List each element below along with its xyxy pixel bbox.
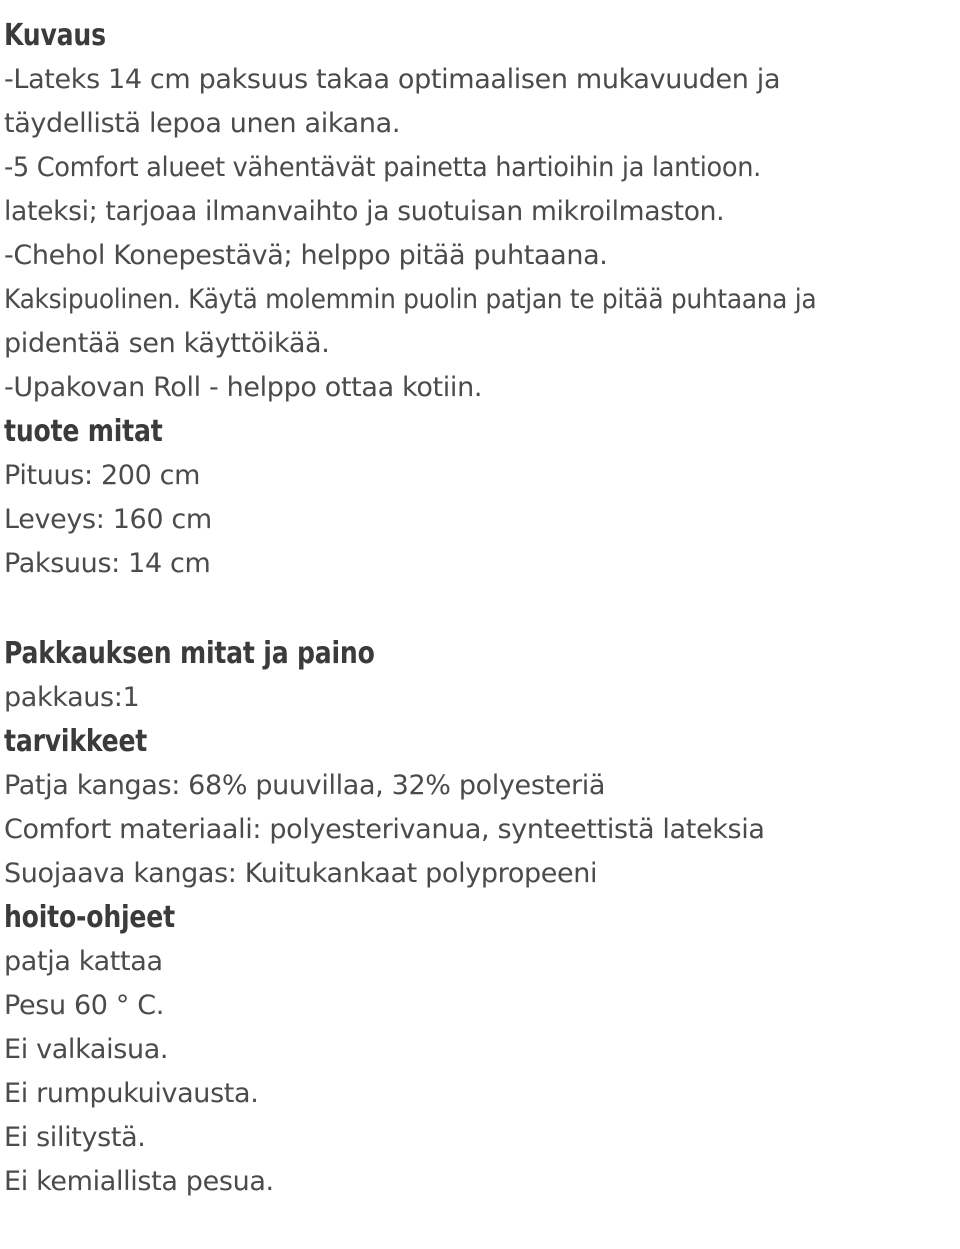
section-product-dimensions	[4, 410, 960, 586]
description-line: täydellistä lepoa unen aikana.	[4, 108, 401, 139]
section-heading-materials: tarvikkeet	[4, 724, 148, 759]
section-package-dimensions	[4, 632, 960, 720]
section-heading-package-dimensions: Pakkauksen mitat ja paino	[4, 636, 375, 671]
description-line: -5 Comfort alueet vähentävät painetta hartioihin ja lantioon.	[4, 152, 762, 183]
description-line: -Chehol Konepestävä; helppo pitää puhtaana.	[4, 240, 608, 271]
care-instruction-line: Ei silitystä.	[4, 1122, 146, 1153]
material-comfort-layer: Comfort materiaali: polyesterivanua, synteettistä lateksia	[4, 814, 765, 845]
material-protective-fabric: Suojaava kangas: Kuitukankaat polypropeeni	[4, 858, 598, 889]
section-heading-description: Kuvaus	[4, 18, 106, 53]
care-instruction-line: patja kattaa	[4, 946, 163, 977]
care-instruction-line: Ei valkaisua.	[4, 1034, 169, 1065]
care-instruction-line: Ei rumpukuivausta.	[4, 1078, 259, 1109]
description-line: -Lateks 14 cm paksuus takaa optimaalisen mukavuuden ja	[4, 64, 781, 95]
material-cover-fabric: Patja kangas: 68% puuvillaa, 32% polyesteriä	[4, 770, 606, 801]
product-dimension-length: Pituus: 200 cm	[4, 460, 201, 491]
section-materials	[4, 720, 960, 896]
section-heading-care-instructions: hoito-ohjeet	[4, 900, 175, 935]
description-line: lateksi; tarjoaa ilmanvaihto ja suotuisan mikroilmaston.	[4, 196, 725, 227]
description-line: -Upakovan Roll - helppo ottaa kotiin.	[4, 372, 483, 403]
section-spacer	[4, 586, 960, 632]
care-instruction-line: Pesu 60 ° C.	[4, 990, 164, 1021]
description-line: Kaksipuolinen. Käytä molemmin puolin patjan te pitää puhtaana ja	[4, 284, 817, 315]
section-care-instructions	[4, 896, 960, 1204]
section-description	[4, 14, 960, 410]
product-dimension-thickness: Paksuus: 14 cm	[4, 548, 211, 579]
description-line: pidentää sen käyttöikää.	[4, 328, 330, 359]
section-heading-product-dimensions: tuote mitat	[4, 414, 163, 449]
package-count: pakkaus:1	[4, 682, 140, 713]
care-instruction-line: Ei kemiallista pesua.	[4, 1166, 274, 1197]
product-dimension-width: Leveys: 160 cm	[4, 504, 212, 535]
